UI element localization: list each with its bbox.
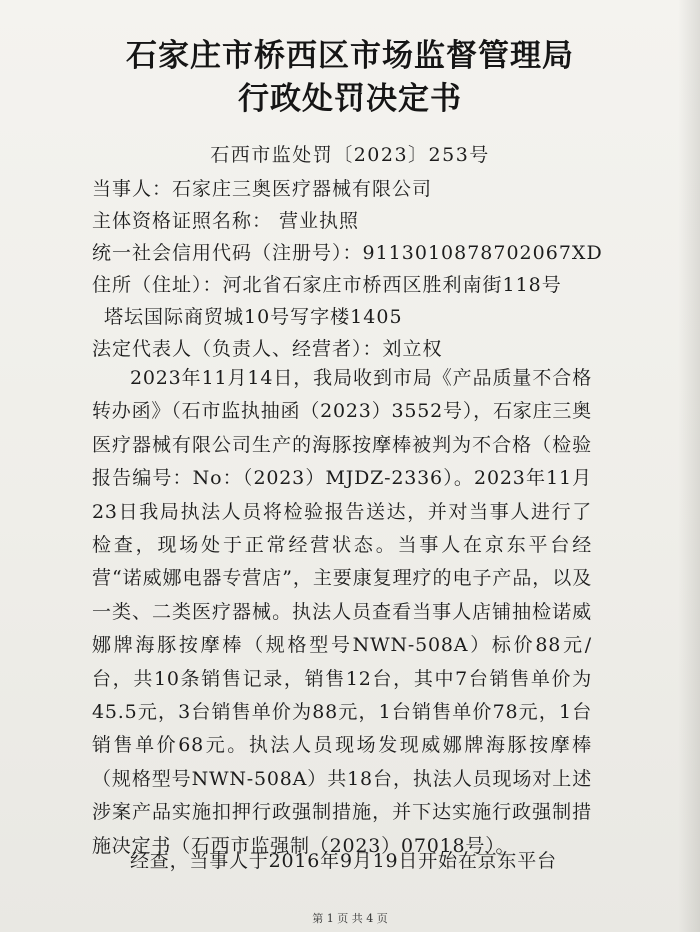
legal-representative: 法定代表人（负责人、经营者）：刘立权 [92, 338, 443, 360]
body-paragraph-1: 2023年11月14日，我局收到市局《产品质量不合格转办函》（石市监执抽函（2023）3552号），石家庄三奥医疗器械有限公司生产的海豚按摩棒被判为不合格（检验报告编号：No：（2023）MJDZ-2336）。2023年11月23日我局执法人员将检验报告送达，并对当事人进行了检查，现场处于正常经营状态。当事人在京东平台经营“诺威娜电器专营店”，主要康复理疗的电子产品，以及一类、二类医疗器械。执法人员查看当事人店铺抽检诺威娜牌海豚按摩棒（规格型号NWN-508A）标价88元/台，共10条销售记录，销售12台，其中7台销售单价为45.5元，3台销售单价为88元，1台销售单价78元，1台销售单价68元。执法人员现场发现威娜牌海豚按摩棒（规格型号NWN-508A）共18台，执法人员现场对上述涉案产品实施扣押行政强制措施，并下达实施行政强制措施决定书（石西市监强制（2023）07018号）。 [92, 367, 592, 857]
body-paragraph-2: 经查，当事人于2016年9月19日开始在京东平台 [130, 850, 557, 872]
document-number: 石西市监处罚〔2023〕253号 [210, 144, 490, 166]
document-type-title: 行政处罚决定书 [238, 81, 462, 117]
credit-code: 统一社会信用代码（注册号）：9113010878702067XD [92, 242, 603, 264]
party-name: 当事人：石家庄三奥医疗器械有限公司 [92, 178, 433, 200]
address-line-2: 塔坛国际商贸城10号写字楼1405 [104, 306, 403, 328]
agency-title: 石家庄市桥西区市场监督管理局 [126, 38, 574, 74]
address-line-1: 住所（住址）：河北省石家庄市桥西区胜利南街118号 [92, 274, 562, 296]
license-type: 主体资格证照名称： 营业执照 [92, 210, 360, 232]
page-number: 第 1 页 共 4 页 [312, 912, 388, 925]
